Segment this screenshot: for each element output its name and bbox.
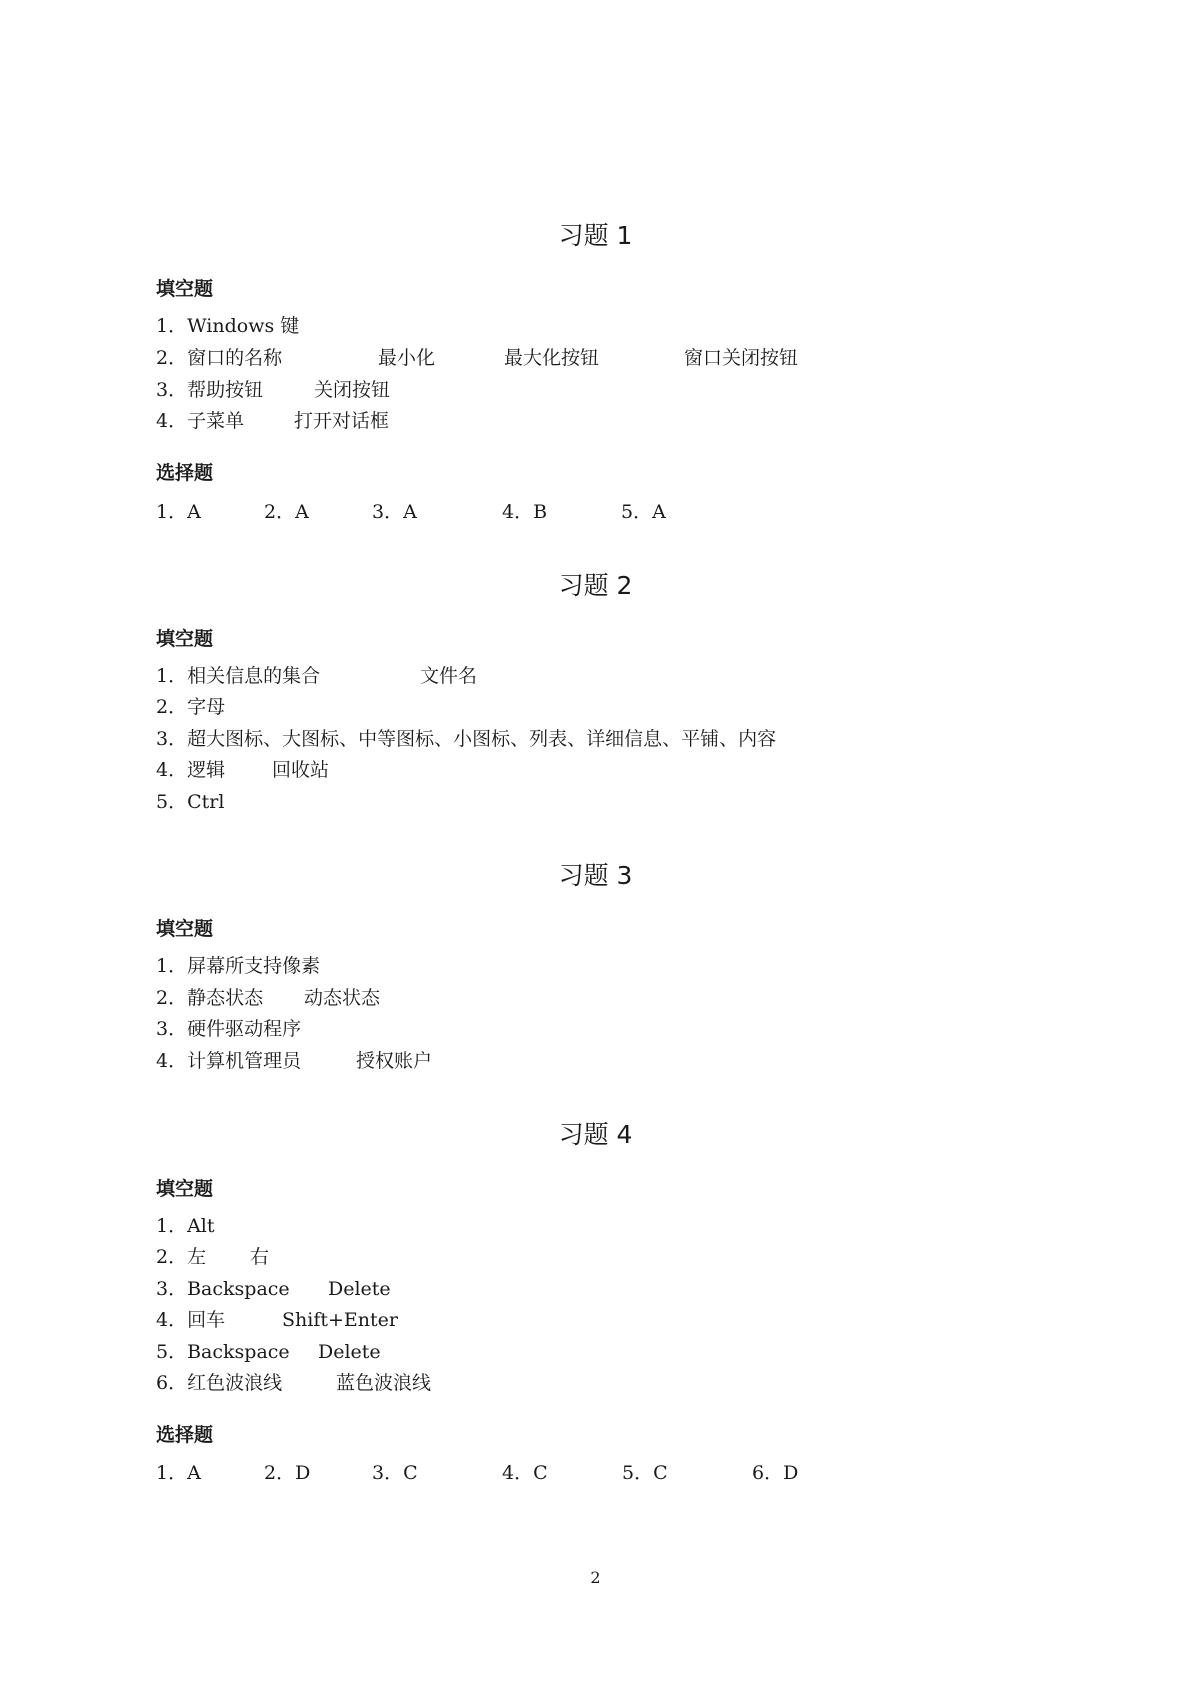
exercise-1-fill-heading: 填空题 [156, 278, 214, 300]
answer-text: Shift+Enter [282, 1309, 398, 1331]
answer-text: 回收站 [272, 759, 330, 781]
exercise-2-title: 习题 2 [558, 571, 633, 600]
answer-text: 蓝色波浪线 [336, 1372, 432, 1394]
choice-answer: 4．C [502, 1462, 548, 1484]
answer-text: Delete [328, 1278, 391, 1300]
answer-text: 最大化按钮 [504, 347, 600, 369]
choice-answer: 4．B [502, 501, 548, 523]
answer-text: 2．静态状态 [156, 987, 264, 1009]
answer-text: 窗口关闭按钮 [684, 347, 799, 369]
answer-text: 文件名 [420, 665, 478, 687]
answer-text: Delete [318, 1341, 381, 1363]
answer-text: 1．Windows 键 [156, 315, 300, 337]
answer-text: 3．Backspace [156, 1278, 290, 1300]
choice-answer: 5．A [621, 501, 666, 523]
answer-text: 右 [250, 1246, 270, 1268]
answer-text: 4．逻辑 [156, 759, 226, 781]
choice-answer: 1．A [156, 1462, 201, 1484]
choice-answer: 3．A [372, 501, 417, 523]
exercise-3-fill-heading: 填空题 [156, 918, 214, 940]
answer-text: 3．帮助按钮 [156, 379, 264, 401]
page-number: 2 [590, 1568, 601, 1587]
choice-answer: 5．C [622, 1462, 668, 1484]
choice-answer: 3．C [372, 1462, 418, 1484]
exercise-4-fill-heading: 填空题 [156, 1178, 214, 1200]
choice-answer: 6．D [752, 1462, 799, 1484]
exercise-3-title: 习题 3 [558, 861, 633, 890]
answer-text: 6．红色波浪线 [156, 1372, 283, 1394]
answer-text: 关闭按钮 [314, 379, 391, 401]
answer-text: 2．窗口的名称 [156, 347, 283, 369]
answer-text: 1．相关信息的集合 [156, 665, 321, 687]
answer-text: 1．屏幕所支持像素 [156, 955, 321, 977]
choice-answer: 1．A [156, 501, 201, 523]
answer-text: 动态状态 [304, 987, 381, 1009]
answer-text: 4．回车 [156, 1309, 226, 1331]
answer-text: 1．Alt [156, 1215, 215, 1237]
answer-text: 2．字母 [156, 696, 226, 718]
exercise-4-title: 习题 4 [558, 1120, 633, 1149]
choice-answer: 2．A [264, 501, 309, 523]
answer-text: 5．Backspace [156, 1341, 290, 1363]
answer-text: 打开对话框 [294, 410, 390, 432]
answer-text: 4．计算机管理员 [156, 1050, 302, 1072]
answer-text: 5．Ctrl [156, 791, 225, 813]
exercise-1-title: 习题 1 [558, 221, 633, 250]
answer-text: 2．左 [156, 1246, 207, 1268]
exercise-1-choice-heading: 选择题 [156, 462, 214, 484]
answer-text: 授权账户 [356, 1050, 433, 1072]
choice-answer: 2．D [264, 1462, 311, 1484]
answer-text: 3．硬件驱动程序 [156, 1018, 302, 1040]
answer-text: 3．超大图标、大图标、中等图标、小图标、列表、详细信息、平铺、内容 [156, 728, 777, 750]
answer-text: 4．子菜单 [156, 410, 245, 432]
exercise-4-choice-heading: 选择题 [156, 1424, 214, 1446]
answer-text: 最小化 [378, 347, 436, 369]
exercise-2-fill-heading: 填空题 [156, 628, 214, 650]
